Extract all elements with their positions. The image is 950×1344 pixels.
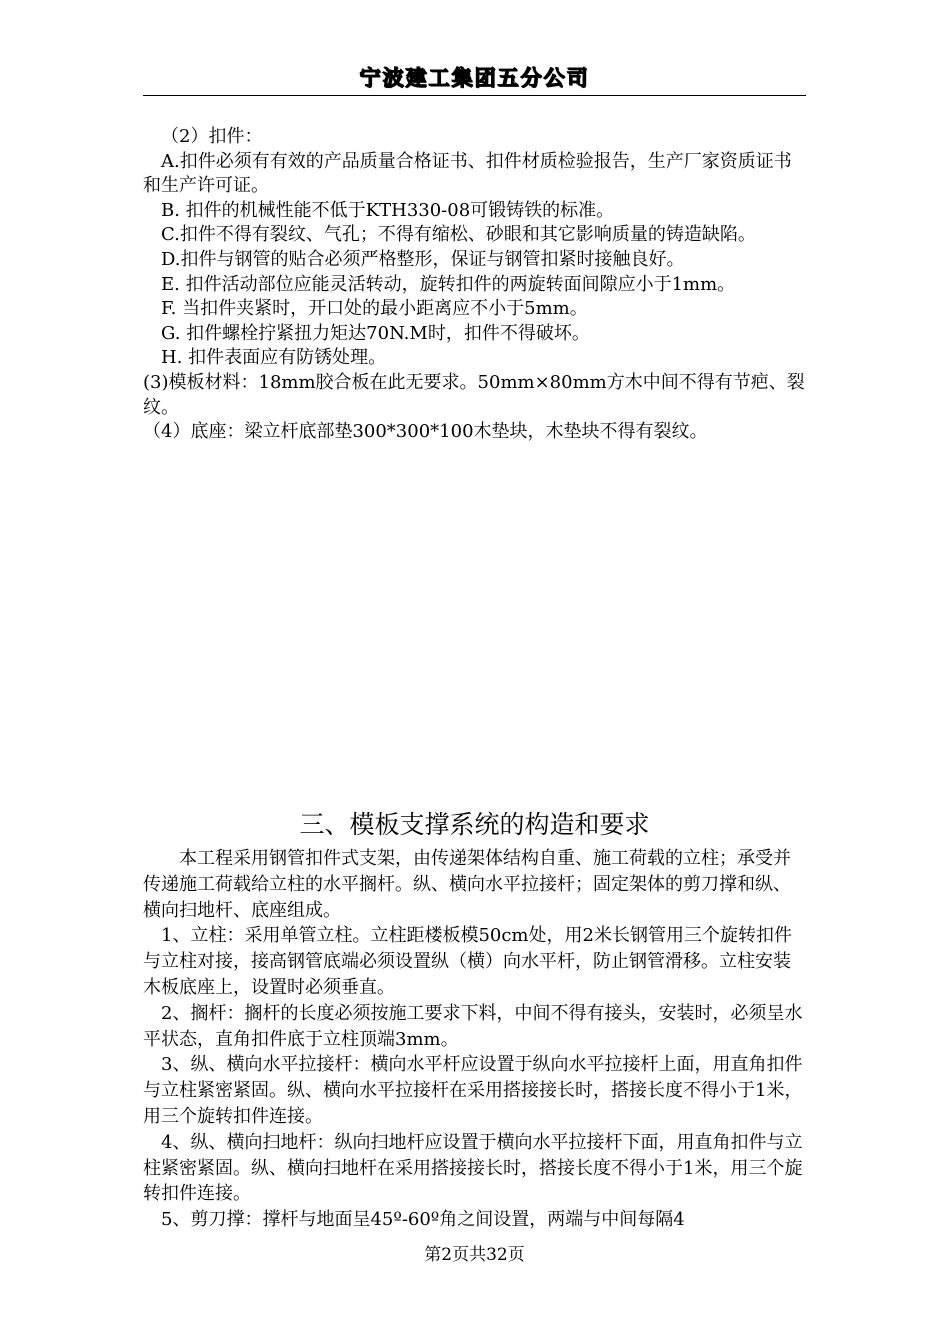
paragraph-sweep-bars: 4、纵、横向扫地杆：纵向扫地杆应设置于横向水平拉接杆下面，用直角扣件与立柱紧密紧固。纵、横向扫地杆在采用搭接接长时，搭接长度不得小于1米，用三个旋转扣件连接。: [143, 1131, 803, 1205]
paragraph-joists: 2、搁杆：搁杆的长度必须按施工要求下料，中间不得有接头，安装时，必须呈水平状态，直角扣件底于立柱顶端3mm。: [143, 1002, 803, 1050]
page-number: 第2页共32页: [424, 1245, 525, 1265]
paragraph-base: （4）底座：梁立杆底部垫300*300*100木垫块，木垫块不得有裂纹。: [143, 421, 708, 443]
section-support-system: [143, 846, 806, 1233]
section-title: 三、模板支撑系统的构造和要求: [299, 810, 650, 839]
paragraph-columns: 1、立柱：采用单管立柱。立柱距楼板模50cm处，用2米长钢管用三个旋转扣件与立柱对接，接高钢管底端必须设置纵（横）向水平杆，防止钢管滑移。立柱安装木板底座上，设置时必须垂直。: [143, 925, 792, 998]
paragraph-formwork-material: (3)模板材料：18mm胶合板在此无要求。50mm×80mm方木中间不得有节疤、裂纹。: [143, 371, 805, 418]
paragraph-item-f: F. 当扣件夹紧时，开口处的最小距离应不小于5mm。: [161, 298, 588, 320]
section-fasteners-materials: [143, 125, 806, 445]
company-header: 宁波建工集团五分公司: [359, 66, 590, 90]
paragraph-tie-bars: 3、纵、横向水平拉接杆：横向水平杆应设置于纵向水平拉接杆上面，用直角扣件与立柱紧密紧固。纵、横向水平拉接杆在采用搭接接长时，搭接长度不得小于1米，用三个旋转扣件连接。: [143, 1054, 803, 1127]
paragraph-intro: 本工程采用钢管扣件式支架，由传递架体结构自重、施工荷载的立柱；承受并传递施工荷载给立柱的水平搁杆。纵、横向水平拉接杆；固定架体的剪刀撑和纵、横向扫地杆、底座组成。: [143, 848, 791, 921]
paragraph-item-h: H. 扣件表面应有防锈处理。: [161, 347, 387, 369]
header-divider: [143, 95, 806, 96]
paragraph-fastener-heading: （2）扣件：: [161, 126, 263, 147]
paragraph-item-a: A.扣件必须有有效的产品质量合格证书、扣件材质检验报告，生产厂家资质证书和生产许可证。: [143, 150, 792, 197]
paragraph-item-c: C.扣件不得有裂纹、气孔；不得有缩松、砂眼和其它影响质量的铸造缺陷。: [161, 224, 756, 246]
paragraph-item-g: G. 扣件螺栓拧紧扭力矩达70N.M时，扣件不得破坏。: [161, 322, 590, 344]
paragraph-item-d: D.扣件与钢管的贴合必须严格整形，保证与钢管扣紧时接触良好。: [161, 248, 685, 270]
paragraph-cross-bracing: 5、剪刀撑：撑杆与地面呈45º-60º角之间设置，两端与中间每隔4: [161, 1209, 685, 1231]
paragraph-item-e: E. 扣件活动部位应能灵活转动，旋转扣件的两旋转面间隙应小于1mm。: [161, 273, 736, 295]
paragraph-item-b: B. 扣件的机械性能不低于KTH330-08可锻铸铁的标准。: [161, 199, 615, 221]
